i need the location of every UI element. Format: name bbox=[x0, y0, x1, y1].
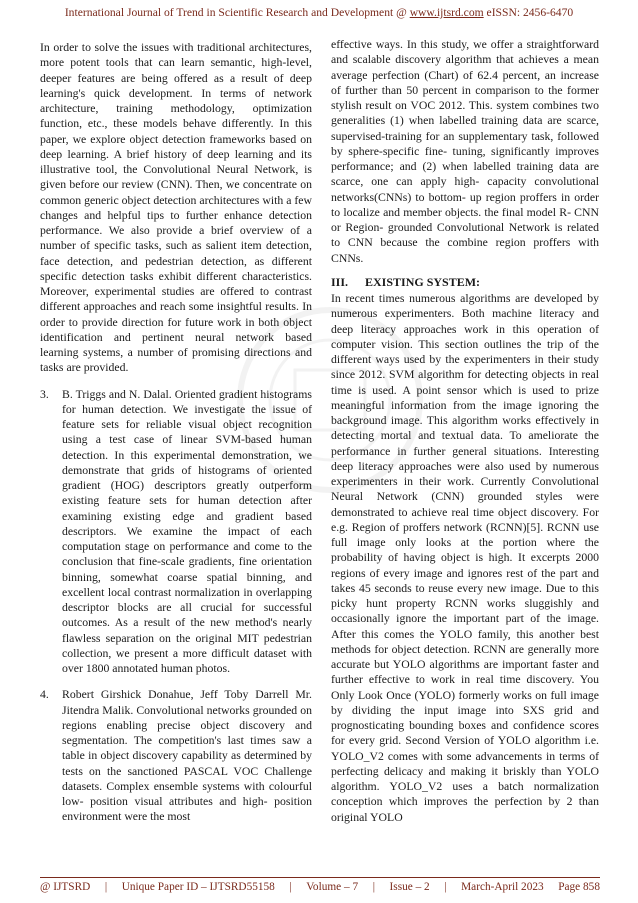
footer-page-number: Page 858 bbox=[558, 881, 600, 893]
reference-text: Robert Girshick Donahue, Jeff Toby Darrell Mr. Jitendra Malik. Convolutional networks grounded on regions enabling precise object discovery and segmentation. The competition's last times saw a table in object discovery capability as determined by tests on the sanctioned PASCAL VOC Challenge datasets. Complex ensemble systems with colourful low- position visual attributes and high- position environment were the most bbox=[62, 688, 312, 824]
intro-continuation-paragraph: In order to solve the issues with traditional architectures, more potent tools that can learn semantic, high-level, deeper features are being offered as a result of deep learning's quick development. In terms of network architecture, training methodology, optimization function, etc., these models behave differently. In this paper, we explore object detection frameworks based on deep learning. A brief history of deep learning and its illustrative tool, the Convolutional Neural Network, is given before our review (CNN). Then, we concentrate on common generic object detection architectures with a few changes and helpful tips to further enhance detection performance. We also provide a brief overview of a number of specific tasks, such as salient item detection, face detection, and pedestrian detection, as different specific detection tasks exhibit different characteristics. Moreover, experimental studies are offered to contrast different approaches and reach some insightful results. In order to provide direction for future work in both object identification and pertinent neural network based learning systems, a number of promising directions and tasks are provided. bbox=[40, 41, 312, 375]
footer-issue: Issue – 2 bbox=[389, 881, 430, 893]
journal-url-link[interactable]: www.ijtsrd.com bbox=[409, 6, 484, 19]
footer-separator: | bbox=[104, 881, 108, 893]
right-column bbox=[331, 37, 599, 825]
reference-number: 4. bbox=[40, 688, 49, 702]
footer-journal-tag: @ IJTSRD bbox=[40, 881, 91, 893]
reference-item bbox=[40, 387, 312, 677]
journal-header-suffix: eISSN: 2456-6470 bbox=[483, 6, 574, 19]
left-column bbox=[40, 40, 312, 825]
footer-separator: | bbox=[289, 881, 292, 893]
reference-continuation-paragraph: effective ways. In this study, we offer a straightforward and scalable discovery algorithm that achieves a mean average perfection (Chart) of 62.4 percent, an increase of further than 50 percent in comparison to the former stylish result on VOC 2012. This. system combines two generalities (1) when labelled training data are scarce, supervised-training for an supplementary task, followed by sphere-specific fine- tuning, significantly improves performance; and (2) when labelled training data are scarce, one can apply high- capacity convolutional networks(CNNs) to bottom- up region proffers in order to localize and member objects. the final model R- CNN or Region- grounded Convolutional Network is related to CNN because the combine region proffers with CNNs. bbox=[331, 38, 599, 265]
reference-item bbox=[40, 687, 312, 824]
section-body-paragraph: In recent times numerous algorithms are developed by numerous experimenters. Both machine literacy and deep literacy approaches work in this operation of computer vision. This section outlines the trip of the different ways used by the experimenters in their study since 2012. SVM algorithm for detecting objects in real time is used. A point sensor which is used to prize meaningful information from the image ignoring the background image. This algorithm works effectively in detecting mortal and textual data. To ameliorate the performance in further general situations. Interesting deep literacy approaches were also used by numerous experimenters in their work. Currently Convolutional Neural Network (CNN) grounded styles were demonstrated to achieve real time object discovery. For e.g. Region of proffers network (RCNN)[5]. RCNN use full image only looks at the portion where the probability of having object is high. It excerpts 2000 regions of every image and ignores rest of the part and takes 45 seconds to reuse every new image. Due to this picky hunt property RCNN works sluggishly and occasionally ignore the important part of the image. After this comes the YOLO family, this another best methods for object detection. RCNN are generally more accurate but YOLO algorithms are important faster and further effective to work in real time discovery. You Only Look Once (YOLO) formerly works on full image by dividing the input image into SXS grid and prognosticating bounding boxes and confidence scores for every grid. Second Version of YOLO algorithm i.e. YOLO_V2 comes with some advancements in terms of perfecting delicacy and making it briskly than YOLO algorithm. YOLO_V2 uses a batch normalization conception which improves the perfection by 2 than original YOLO bbox=[331, 292, 599, 824]
page-footer bbox=[40, 881, 600, 893]
section-heading bbox=[331, 275, 599, 290]
footer-separator: | bbox=[372, 881, 375, 893]
section-number: III. bbox=[331, 274, 349, 289]
journal-header bbox=[0, 6, 638, 19]
footer-paper-id: Unique Paper ID – IJTSRD55158 bbox=[121, 881, 275, 893]
footer-volume: Volume – 7 bbox=[306, 881, 359, 893]
footer-separator: | bbox=[444, 881, 447, 893]
footer-divider bbox=[40, 877, 600, 878]
section-title: EXISTING SYSTEM: bbox=[365, 274, 481, 289]
footer-date: March-April 2023 bbox=[461, 881, 544, 893]
journal-header-prefix: International Journal of Trend in Scientific Research and Development @ bbox=[64, 6, 410, 19]
reference-text: B. Triggs and N. Dalal. Oriented gradient histograms for human detection. We investigate the issue of feature sets for reliable visual object recognition using a test case of linear SVM-based human detection. In this experimental demonstration, we demonstrate that grids of histograms of oriented gradient (HOG) descriptors greatly outperform existing feature sets for human detection after examining existing edge and gradient based descriptors. We examine the impact of each computation stage on performance and come to the conclusion that fine-scale gradients, fine orientation binning, somewhat coarse spatial binning, and excellent local contrast normalization in overlapping descriptor blocks are all crucial for successful outcomes. As a result of the new method's nearly flawless separation on the original MIT pedestrian collection, we present a more difficult dataset with over 1800 annotated human photos. bbox=[62, 387, 312, 675]
reference-number: 3. bbox=[40, 387, 49, 401]
